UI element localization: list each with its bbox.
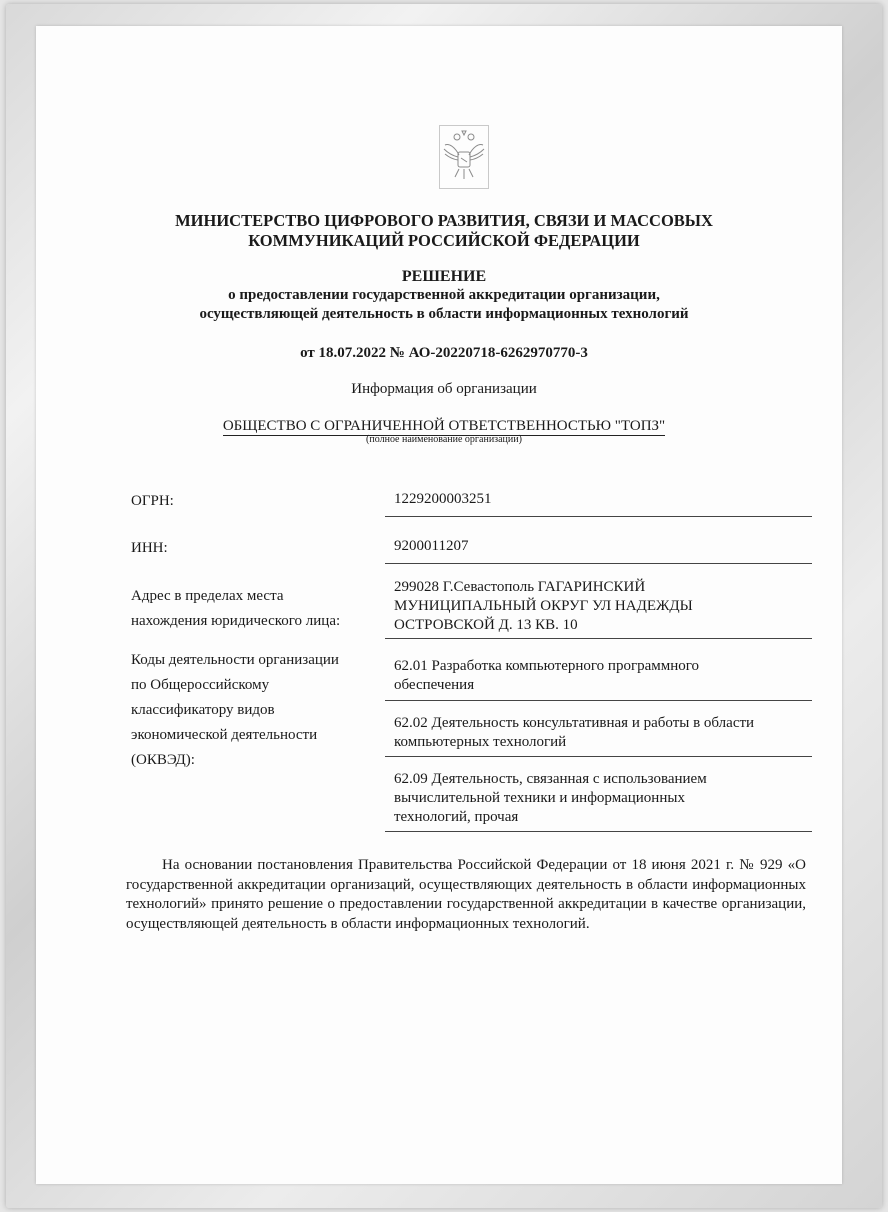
address-line-2: МУНИЦИПАЛЬНЫЙ ОКРУГ УЛ НАДЕЖДЫ xyxy=(394,598,693,614)
address-value xyxy=(394,578,806,635)
address-label-line-2: нахождения юридического лица: xyxy=(131,613,341,629)
ministry-line-2: КОММУНИКАЦИЙ РОССИЙСКОЙ ФЕДЕРАЦИИ xyxy=(248,231,640,250)
address-label xyxy=(131,584,340,634)
okved-item-line: технологий, прочая xyxy=(394,809,519,825)
okved-item-line: 62.02 Деятельность консультативная и работы в области xyxy=(394,715,755,731)
okved-item-line: обеспечения xyxy=(394,677,475,693)
okved-item-line: 62.09 Деятельность, связанная с использованием xyxy=(394,771,707,787)
ministry-line-1: МИНИСТЕРСТВО ЦИФРОВОГО РАЗВИТИЯ, СВЯЗИ И МАССОВЫХ xyxy=(175,211,713,230)
okved-rule-2 xyxy=(385,756,812,757)
address-line-3: ОСТРОВСКОЙ Д. 13 КВ. 10 xyxy=(394,617,578,633)
okved-item-62-09 xyxy=(394,770,806,827)
ogrn-label: ОГРН: xyxy=(131,493,174,509)
ogrn-value: 1229200003251 xyxy=(394,491,492,507)
decision-date-number: от 18.07.2022 № АО-20220718-6262970770-3 xyxy=(300,345,588,361)
okved-rule-1 xyxy=(385,700,812,701)
okved-label-line: по Общероссийскому xyxy=(131,677,270,693)
org-section-title: Информация об организации xyxy=(351,381,537,397)
okved-item-line: 62.01 Разработка компьютерного программного xyxy=(394,658,700,674)
ogrn-rule xyxy=(385,516,812,517)
okved-item-line: компьютерных технологий xyxy=(394,734,567,750)
okved-item-line: вычислительной техники и информационных xyxy=(394,790,685,806)
inn-rule xyxy=(385,563,812,564)
okved-item-62-02 xyxy=(394,714,806,752)
address-line-1: 299028 Г.Севастополь ГАГАРИНСКИЙ xyxy=(394,579,646,595)
org-full-name-hint: (полное наименование организации) xyxy=(366,434,522,445)
okved-label-line: (ОКВЭД): xyxy=(131,752,195,768)
decision-subtitle-line-1: о предоставлении государственной аккредитации организации, xyxy=(228,287,660,303)
org-full-name xyxy=(0,418,888,435)
address-label-line-1: Адрес в пределах места xyxy=(131,588,284,604)
okved-label-line: классификатору видов xyxy=(131,702,275,718)
okved-label-line: экономической деятельности xyxy=(131,727,318,743)
decision-title: РЕШЕНИЕ xyxy=(401,268,487,285)
okved-label-line: Коды деятельности организации xyxy=(131,652,339,668)
decision-paragraph-text: На основании постановления Правительства Российской Федерации от 18 июня 2021 г. № 929 «О государственной аккредитации организаций, осуществляющих деятельность в области информационных технологий» принято решение о предоставлении государственной аккредитации в качестве организации, осуществляющей деятельность в области информационных технологий. xyxy=(126,857,806,932)
okved-item-62-01 xyxy=(394,657,806,695)
okved-label xyxy=(131,648,339,773)
inn-value: 9200011207 xyxy=(394,538,469,554)
decision-subtitle xyxy=(0,286,888,324)
inn-label: ИНН: xyxy=(131,540,168,556)
org-full-name-text: ОБЩЕСТВО С ОГРАНИЧЕННОЙ ОТВЕТСТВЕННОСТЬЮ "ТОПЗ" xyxy=(222,418,666,434)
decision-paragraph xyxy=(126,856,806,934)
address-rule xyxy=(385,638,812,639)
okved-rule-3 xyxy=(385,831,812,832)
russian-coat-of-arms-icon xyxy=(439,125,489,189)
ministry-title xyxy=(0,211,888,251)
decision-subtitle-line-2: осуществляющей деятельность в области информационных технологий xyxy=(199,306,689,322)
